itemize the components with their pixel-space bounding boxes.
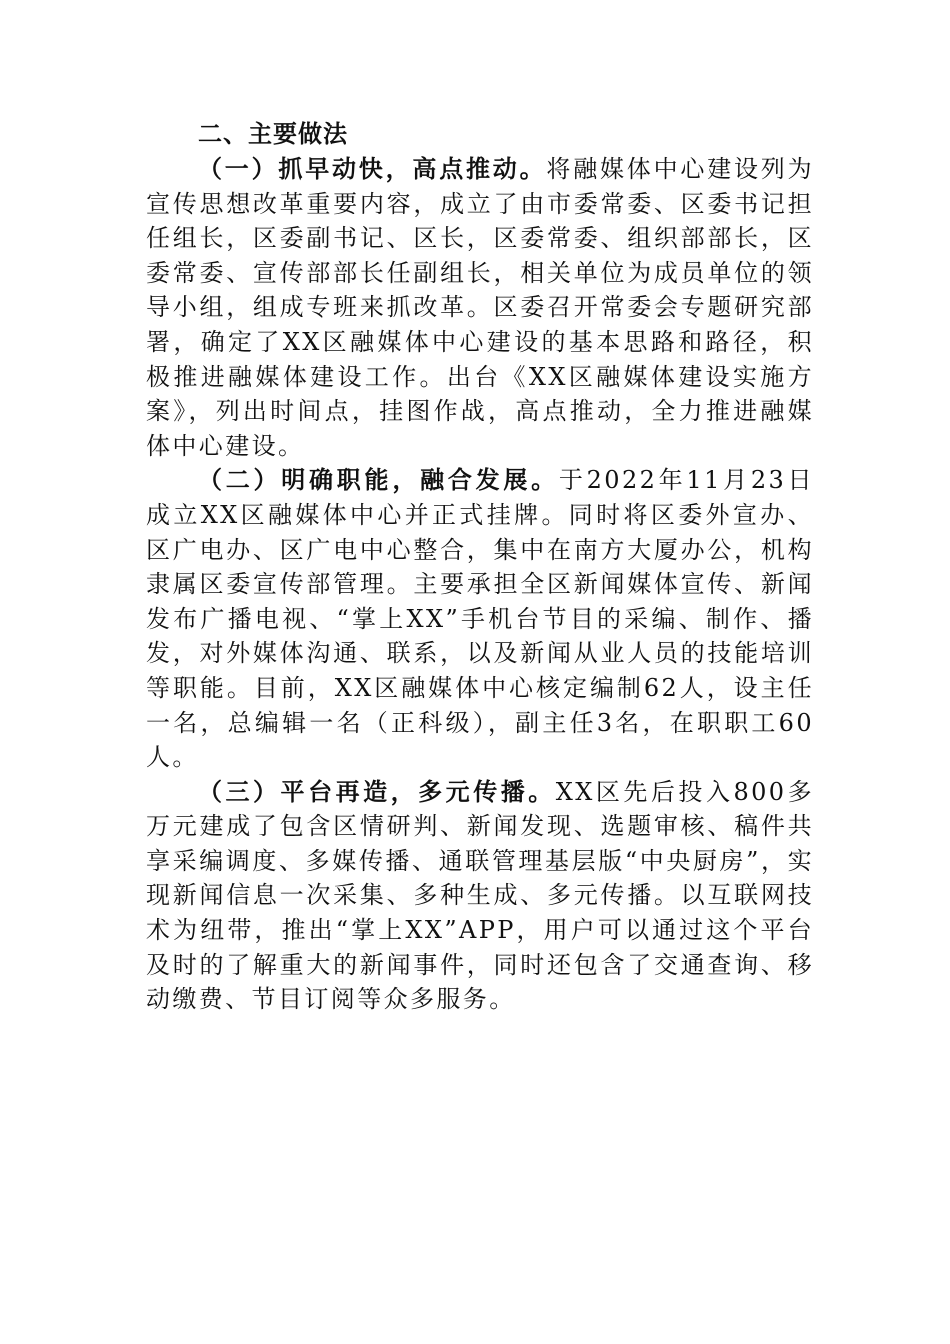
paragraph-1-lead: （一）抓早动快，高点推动。 — [198, 154, 547, 183]
paragraph-3 — [146, 775, 814, 1017]
document-body — [146, 116, 814, 1017]
section-heading: 二、主要做法 — [198, 119, 348, 148]
paragraph-1 — [146, 152, 814, 463]
paragraph-1-body: 将融媒体中心建设列为宣传思想改革重要内容，成立了由市委常委、区委书记担任组长，区委副书记、区长，区委常委、组织部部长，区委常委、宣传部部长任副组长，相关单位为成员单位的领导小组，组成专班来抓改革。区委召开常委会专题研究部署，确定了XX区融媒体中心建设的基本思路和路径，积极推进融媒体建设工作。出台《XX区融媒体建设实施方案》，列出时间点，挂图作战，高点推动，全力推进融媒体中心建设。 — [146, 155, 815, 460]
paragraph-2 — [146, 463, 814, 774]
paragraph-2-body: 于2022年11月23日成立XX区融媒体中心并正式挂牌。同时将区委外宣办、区广电办、区广电中心整合，集中在南方大厦办公，机构隶属区委宣传部管理。主要承担全区新闻媒体宣传、新闻发布广播电视、“掌上XX”手机台节目的采编、制作、播发，对外媒体沟通、联系，以及新闻从业人员的技能培训等职能。目前，XX区融媒体中心核定编制62人，设主任一名，总编辑一名（正科级），副主任3名，在职职工60人。 — [146, 466, 814, 772]
paragraph-2-lead: （二）明确职能，融合发展。 — [198, 465, 559, 495]
paragraph-3-body: XX区先后投入800多万元建成了包含区情研判、新闻发现、选题审核、稿件共享采编调度、多媒传播、通联管理基层版“中央厨房”，实现新闻信息一次采集、多种生成、多元传播。以互联网技术为纽带，推出“掌上XX”APP，用户可以通过这个平台及时的了解重大的新闻事件，同时还包含了交通查询、移动缴费、节目订阅等众多服务。 — [146, 777, 814, 1014]
paragraph-3-lead: （三）平台再造，多元传播。 — [198, 776, 556, 806]
